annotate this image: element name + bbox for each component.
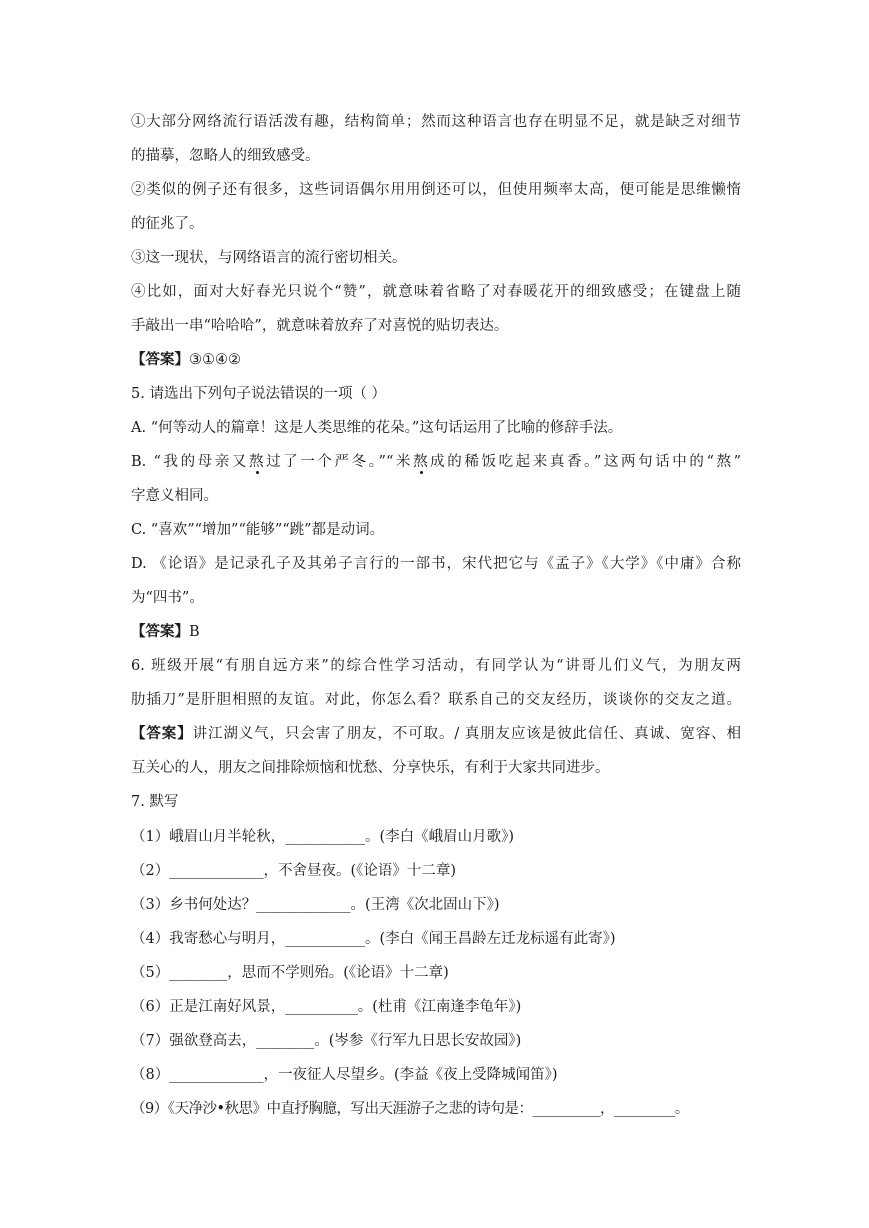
q5-stem: 5. 请选出下列句子说法错误的一项（ ） (131, 386, 387, 402)
emphasis-char: 熬 (248, 454, 267, 470)
sentence-4-line-1: ④比如，面对大好春光只说个“赞”，就意味着省略了对春暖花开的细致感受；在键盘上随 (131, 284, 741, 300)
q5-option-c: C. “喜欢”“增加”“能够”“跳”都是动词。 (131, 522, 385, 538)
q5-option-a: A. “何等动人的篇章！这是人类思维的花朵。”这句话运用了比喻的修辞手法。 (131, 420, 623, 436)
q6-answer-text: 讲江湖义气，只会害了朋友，不可取。/ 真朋友应该是彼此信任、真诚、宽容、相 (192, 726, 741, 742)
q5-option-d-line-2: 为“四书”。 (131, 590, 204, 606)
q6-stem-line-1: 6. 班级开展“有朋自远方来”的综合性学习活动，有同学认为“讲哥儿们义气，为朋友两 (131, 658, 741, 674)
sentence-1-line-2: 的描摹，忽略人的细致感受。 (131, 148, 320, 164)
answer-label: 【答案】 (131, 351, 189, 368)
q6-answer-line-2: 互关心的人，朋友之间排除烦恼和忧愁、分享快乐，有利于大家共同进步。 (131, 760, 610, 776)
q7-item: （2）_____________，不舍昼夜。(《论语》十二章) (131, 863, 457, 879)
q5-answer: B (189, 624, 200, 640)
q7-item: （3）乡书何处达？_____________。(王湾《次北固山下》) (131, 897, 500, 913)
q5-option-d-line-1: D. 《论语》是记录孔子及其弟子言行的一部书，宋代把它与《孟子》《大学》《中庸》合称 (131, 556, 741, 572)
answer-label: 【答案】 (131, 623, 189, 640)
sentence-4-line-2: 手敲出一串“哈哈哈”，就意味着放弃了对喜悦的贴切表达。 (131, 318, 509, 334)
q7-item: （6）正是江南好风景，__________。(杜甫《江南逢李龟年》) (131, 999, 522, 1015)
q7-stem: 7. 默写 (131, 794, 179, 810)
sentence-2-line-1: ②类似的例子还有很多，这些词语偶尔用用倒还可以，但使用频率太高，便可能是思维懒惰 (131, 182, 741, 198)
sentence-2-line-2: 的征兆了。 (131, 216, 204, 232)
q6-stem-line-2: 肋插刀”是肝胆相照的友谊。对此，你怎么看？联系自己的交友经历，谈谈你的交友之道。 (131, 692, 741, 708)
q7-item: （4）我寄愁心与明月，___________。(李白《闻王昌龄左迁龙标遥有此寄》) (131, 931, 616, 947)
q7-item: （7）强欲登高去，________。(岑参《行军九日思长安故园》) (131, 1033, 522, 1049)
q4-answer-row (131, 350, 741, 370)
sentence-3: ③这一现状，与网络语言的流行密切相关。 (131, 250, 407, 266)
q6-answer-line-1 (131, 724, 741, 744)
emphasis-char: 熬 (413, 454, 431, 470)
q5-option-b-line-2: 字意义相同。 (131, 488, 218, 504)
q7-item: （1）峨眉山月半轮秋，___________。(李白《峨眉山月歌》) (131, 829, 515, 845)
sentence-1-line-1: ①大部分网络流行语活泼有趣，结构简单；然而这种语言也存在明显不足，就是缺乏对细节 (131, 114, 741, 130)
q7-item: （5）________，思而不学则殆。(《论语》十二章) (131, 965, 449, 981)
q5-answer-row (131, 622, 741, 642)
q4-answer: ③①④② (189, 352, 241, 368)
q5-option-b-line-1: B. “我的母亲又熬过了一个严冬。”“米熬成的稀饭吃起来真香。”这两句话中的“熬” (131, 454, 742, 470)
q7-item: （9）《天净沙•秋思》中直抒胸臆，写出天涯游子之悲的诗句是：__________，_________。 (131, 1101, 689, 1117)
answer-label: 【答案】 (131, 725, 193, 742)
q7-item: （8）_____________，一夜征人尽望乡。(李益《夜上受降城闻笛》) (131, 1067, 558, 1083)
